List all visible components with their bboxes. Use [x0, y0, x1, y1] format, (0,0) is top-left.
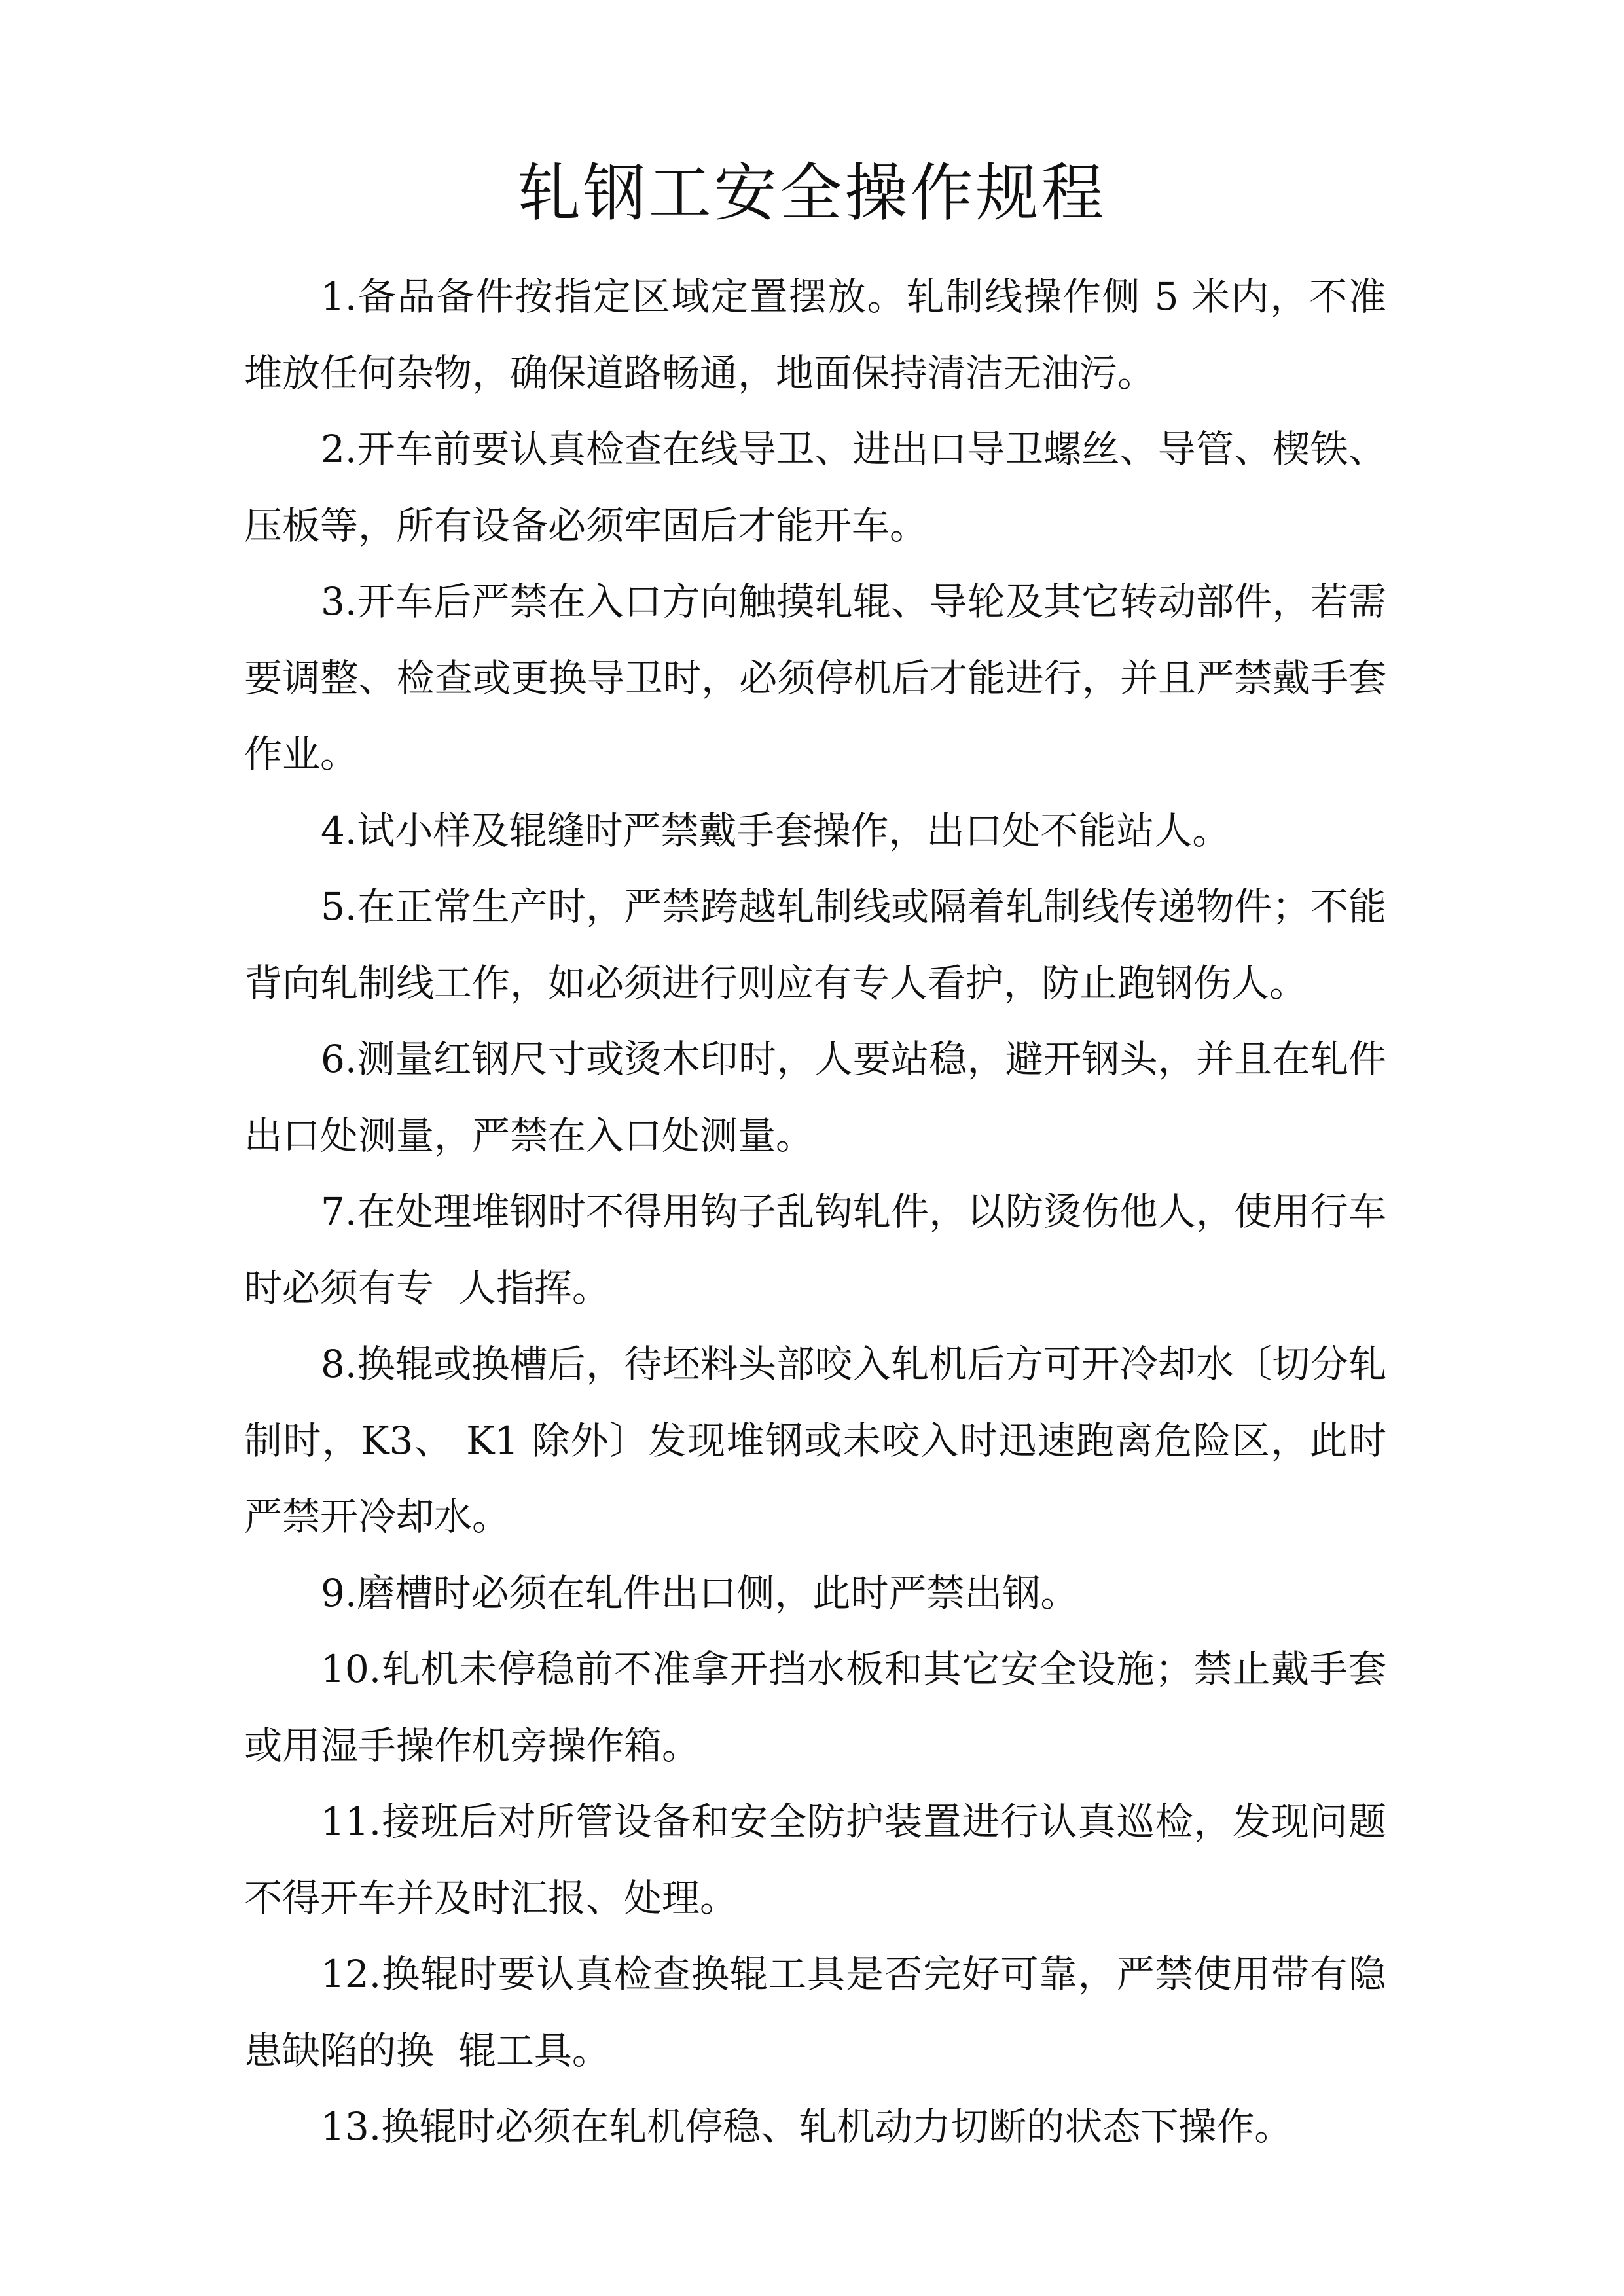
- rule-item-9: 9.磨槽时必须在轧件出口侧，此时严禁出钢。: [321, 1570, 1079, 1615]
- rule-item-10: 10.轧机未停稳前不准拿开挡水板和其它安全设施；禁止戴手套或用湿手操作机旁操作箱。: [244, 1647, 1386, 1768]
- rule-item-1: 1.备品备件按指定区域定置摆放。轧制线操作侧 5 米内，不准堆放任何杂物，确保道路畅通，地面保持清洁无油污。: [244, 274, 1386, 395]
- rule-item-7: 7.在处理堆钢时不得用钩子乱钩轧件，以防烫伤他人，使用行车时必须有专 人指挥。: [244, 1189, 1386, 1310]
- rule-item-5: 5.在正常生产时，严禁跨越轧制线或隔着轧制线传递物件；不能背向轧制线工作，如必须进行则应有专人看护，防止跑钢伤人。: [244, 884, 1386, 1005]
- document-body: [244, 259, 1386, 2165]
- rule-item-11: 11.接班后对所管设备和安全防护装置进行认真巡检，发现问题不得开车并及时汇报、处理。: [244, 1799, 1386, 1920]
- rule-item-12: 12.换辊时要认真检查换辊工具是否完好可靠，严禁使用带有隐患缺陷的换 辊工具。: [244, 1952, 1386, 2073]
- rule-item-8: 8.换辊或换槽后，待坯料头部咬入轧机后方可开冷却水〔切分轧制时，K3、 K1 除外〕发现堆钢或未咬入时迅速跑离危险区，此时严禁开冷却水。: [244, 1342, 1386, 1539]
- rule-item-13: 13.换辊时必须在轧机停稳、轧机动力切断的状态下操作。: [321, 2104, 1293, 2149]
- rule-item-6: 6.测量红钢尺寸或烫木印时，人要站稳，避开钢头，并且在轧件出口处测量，严禁在入口处测量。: [244, 1037, 1386, 1158]
- rule-item-4: 4.试小样及辊缝时严禁戴手套操作，出口处不能站人。: [321, 808, 1231, 853]
- rule-item-3: 3.开车后严禁在入口方向触摸轧辊、导轮及其它转动部件，若需要调整、检查或更换导卫时，必须停机后才能进行，并且严禁戴手套作业。: [244, 579, 1386, 776]
- rule-item-2: 2.开车前要认真检查在线导卫、进出口导卫螺丝、导管、楔铁、压板等，所有设备必须牢固后才能开车。: [244, 427, 1386, 548]
- document-title: 轧钢工安全操作规程: [517, 156, 1107, 230]
